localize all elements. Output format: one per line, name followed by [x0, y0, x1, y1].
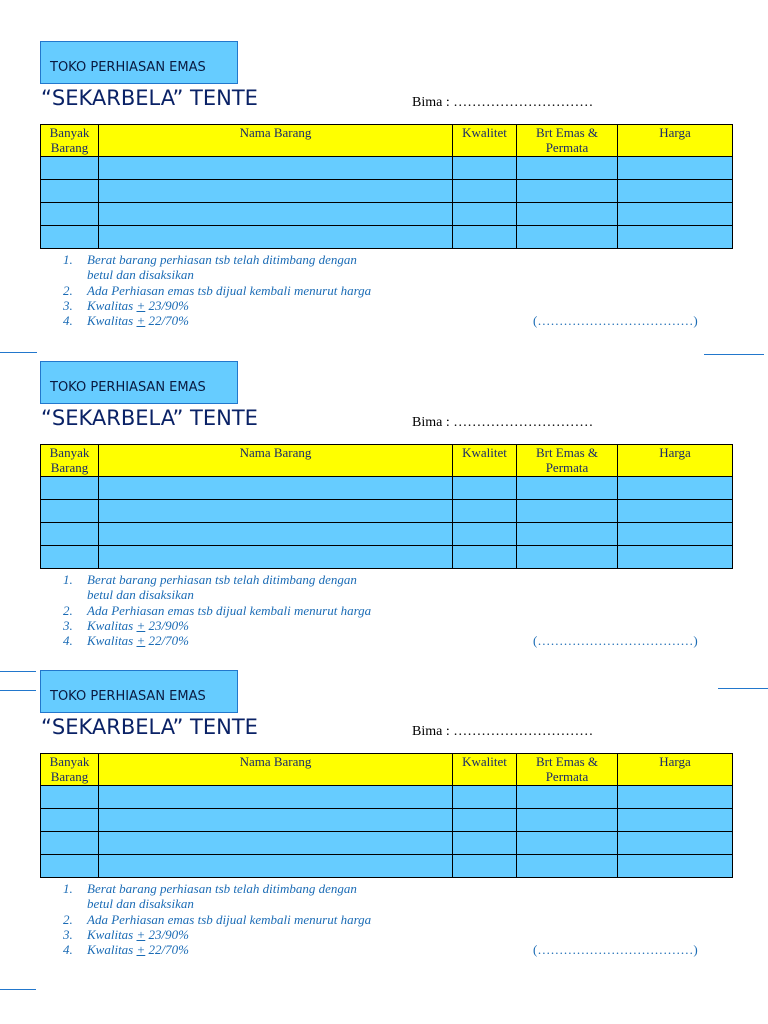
- shop-name: “SEKARBELA” TENTE: [41, 406, 258, 430]
- table-cell[interactable]: [99, 855, 453, 878]
- table-row: [41, 546, 733, 569]
- shop-name: “SEKARBELA” TENTE: [41, 86, 258, 110]
- list-item: 3. Kwalitas + 23/90%: [63, 297, 189, 313]
- table-cell[interactable]: [99, 546, 453, 569]
- table-cell[interactable]: [517, 157, 618, 180]
- table-cell[interactable]: [99, 203, 453, 226]
- store-label-box: TOKO PERHIASAN EMAS: [40, 670, 238, 713]
- col-banyak-barang: Banyak Barang: [41, 754, 99, 786]
- table-cell[interactable]: [517, 832, 618, 855]
- list-item: 4. Kwalitas + 22/70%: [63, 633, 189, 649]
- table-cell[interactable]: [99, 832, 453, 855]
- table-cell[interactable]: [618, 500, 733, 523]
- signature-line: (………………………………): [533, 313, 698, 328]
- table-row: [41, 500, 733, 523]
- col-brt-emas: Brt Emas & Permata: [517, 754, 618, 786]
- list-item: 1. Berat barang perhiasan tsb telah ditimbang dengan betul dan disaksikan: [63, 881, 357, 912]
- table-cell[interactable]: [41, 523, 99, 546]
- cut-mark-right: [718, 688, 768, 689]
- col-kwalitet: Kwalitet: [453, 445, 517, 477]
- table-cell[interactable]: [517, 203, 618, 226]
- table-cell[interactable]: [99, 157, 453, 180]
- table-cell[interactable]: [453, 477, 517, 500]
- bima-date-line: Bima : …………………………: [412, 724, 594, 739]
- table-cell[interactable]: [618, 546, 733, 569]
- table-cell[interactable]: [453, 500, 517, 523]
- table-cell[interactable]: [618, 786, 733, 809]
- table-row: [41, 157, 733, 180]
- col-kwalitet: Kwalitet: [453, 754, 517, 786]
- table-row: [41, 477, 733, 500]
- table-cell[interactable]: [41, 477, 99, 500]
- col-nama-barang: Nama Barang: [99, 125, 453, 157]
- table-cell[interactable]: [618, 855, 733, 878]
- table-row: [41, 832, 733, 855]
- table-cell[interactable]: [453, 832, 517, 855]
- items-table: [40, 444, 733, 569]
- receipt-section-3: [0, 629, 768, 958]
- bima-date-line: Bima : …………………………: [412, 95, 594, 110]
- shop-name: “SEKARBELA” TENTE: [41, 715, 258, 739]
- table-cell[interactable]: [41, 546, 99, 569]
- table-cell[interactable]: [41, 855, 99, 878]
- table-row: [41, 226, 733, 249]
- col-harga: Harga: [618, 125, 733, 157]
- table-cell[interactable]: [99, 809, 453, 832]
- table-cell[interactable]: [517, 180, 618, 203]
- table-row: [41, 809, 733, 832]
- col-harga: Harga: [618, 445, 733, 477]
- table-cell[interactable]: [517, 500, 618, 523]
- col-harga: Harga: [618, 754, 733, 786]
- cut-mark-left: [0, 690, 36, 691]
- table-cell[interactable]: [453, 180, 517, 203]
- table-cell[interactable]: [453, 786, 517, 809]
- table-row: [41, 855, 733, 878]
- table-cell[interactable]: [99, 500, 453, 523]
- table-cell[interactable]: [618, 809, 733, 832]
- col-banyak-barang: Banyak Barang: [41, 125, 99, 157]
- list-item: 1. Berat barang perhiasan tsb telah ditimbang dengan betul dan disaksikan: [63, 252, 357, 283]
- table-cell[interactable]: [517, 809, 618, 832]
- terms-list: [63, 881, 423, 957]
- table-cell[interactable]: [618, 523, 733, 546]
- col-nama-barang: Nama Barang: [99, 445, 453, 477]
- table-cell[interactable]: [453, 226, 517, 249]
- table-cell[interactable]: [517, 855, 618, 878]
- cut-mark-left: [0, 671, 36, 672]
- table-cell[interactable]: [618, 226, 733, 249]
- cut-mark-left: [0, 989, 36, 990]
- table-cell[interactable]: [618, 477, 733, 500]
- table-cell[interactable]: [99, 523, 453, 546]
- table-cell[interactable]: [453, 157, 517, 180]
- table-cell[interactable]: [99, 786, 453, 809]
- table-cell[interactable]: [453, 809, 517, 832]
- list-item: 2. Ada Perhiasan emas tsb dijual kembali menurut harga: [63, 911, 372, 927]
- table-cell[interactable]: [41, 832, 99, 855]
- table-row: [41, 180, 733, 203]
- list-item: 2. Ada Perhiasan emas tsb dijual kembali menurut harga: [63, 602, 372, 618]
- table-row: [41, 203, 733, 226]
- receipt-section-1: [0, 0, 768, 329]
- cut-mark-right: [704, 354, 764, 355]
- table-cell[interactable]: [99, 477, 453, 500]
- table-cell[interactable]: [41, 157, 99, 180]
- col-brt-emas: Brt Emas & Permata: [517, 125, 618, 157]
- table-cell[interactable]: [41, 226, 99, 249]
- items-table: [40, 753, 733, 878]
- store-label-box: TOKO PERHIASAN EMAS: [40, 41, 238, 84]
- table-cell[interactable]: [453, 546, 517, 569]
- table-row: [41, 523, 733, 546]
- cut-mark-left: [0, 352, 37, 353]
- table-cell[interactable]: [41, 180, 99, 203]
- table-cell[interactable]: [41, 809, 99, 832]
- list-item: 1. Berat barang perhiasan tsb telah ditimbang dengan betul dan disaksikan: [63, 572, 357, 603]
- list-item: 4. Kwalitas + 22/70%: [63, 313, 189, 329]
- table-cell[interactable]: [99, 226, 453, 249]
- items-table: [40, 124, 733, 249]
- col-brt-emas: Brt Emas & Permata: [517, 445, 618, 477]
- table-cell[interactable]: [618, 203, 733, 226]
- table-cell[interactable]: [517, 226, 618, 249]
- list-item: 4. Kwalitas + 22/70%: [63, 942, 189, 958]
- bima-date-line: Bima : …………………………: [412, 415, 594, 430]
- list-item: 3. Kwalitas + 23/90%: [63, 926, 189, 942]
- receipt-section-2: [0, 320, 768, 649]
- table-cell[interactable]: [41, 203, 99, 226]
- col-nama-barang: Nama Barang: [99, 754, 453, 786]
- table-cell[interactable]: [517, 523, 618, 546]
- signature-line: (………………………………): [533, 942, 698, 957]
- table-cell[interactable]: [618, 832, 733, 855]
- signature-line: (………………………………): [533, 633, 698, 648]
- table-cell[interactable]: [618, 157, 733, 180]
- table-cell[interactable]: [517, 546, 618, 569]
- table-cell[interactable]: [41, 786, 99, 809]
- store-label-box: TOKO PERHIASAN EMAS: [40, 361, 238, 404]
- terms-list: [63, 252, 423, 328]
- table-cell[interactable]: [618, 180, 733, 203]
- table-cell[interactable]: [517, 786, 618, 809]
- table-cell[interactable]: [453, 523, 517, 546]
- table-row: [41, 786, 733, 809]
- list-item: 2. Ada Perhiasan emas tsb dijual kembali menurut harga: [63, 282, 372, 298]
- table-cell[interactable]: [453, 855, 517, 878]
- col-kwalitet: Kwalitet: [453, 125, 517, 157]
- table-cell[interactable]: [99, 180, 453, 203]
- table-cell[interactable]: [41, 500, 99, 523]
- table-cell[interactable]: [453, 203, 517, 226]
- list-item: 3. Kwalitas + 23/90%: [63, 617, 189, 633]
- table-cell[interactable]: [517, 477, 618, 500]
- col-banyak-barang: Banyak Barang: [41, 445, 99, 477]
